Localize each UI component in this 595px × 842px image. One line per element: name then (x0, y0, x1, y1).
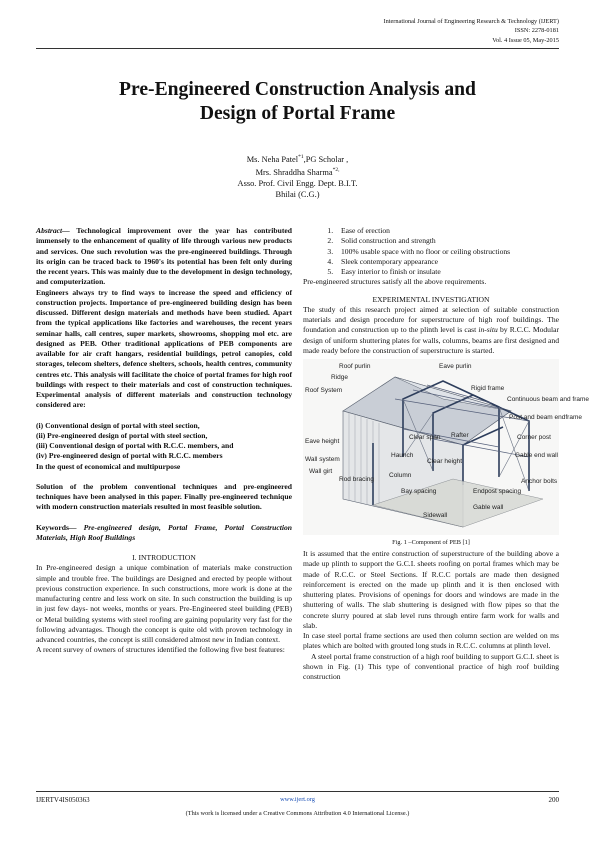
label-column: Column (389, 472, 412, 479)
label-bay-spacing: Bay spacing (401, 488, 437, 495)
body-p3: A steel portal frame construction of a high roof building to support G.C.I. sheet is shown in Fig. (1) This type of conventional practice of high roof building construction (303, 651, 559, 681)
features-summary: Pre-engineered structures satisfy all the above requirements. (303, 277, 487, 287)
footer-center (36, 796, 559, 803)
body-p2: In case steel portal frame sections are used then column section are welded on ms plates which are bolted with grouted long studs in R.C.C. columns at plinth level. (303, 631, 559, 651)
label-rod-bracing: Rod bracing (339, 476, 375, 483)
author-block (36, 152, 559, 201)
label-corner-post: Corner post (517, 434, 551, 441)
paper-title (36, 78, 559, 125)
title-line-2: Design of Portal Frame (199, 102, 396, 124)
journal-name: International Journal of Engineering Research & Technology (IJERT) (383, 18, 559, 25)
label-clear-height: Clear height (427, 458, 463, 465)
author-1-sup: *1 (298, 154, 304, 160)
author-1 (36, 152, 559, 165)
label-roof-purlin: Roof purlin (339, 363, 371, 370)
list-item: 5. Easy interior to finish or insulate (335, 267, 559, 277)
label-clear-span: Clear span (409, 434, 441, 441)
abstract-text-1: Technological improvement over the year has contributed immensely to the enhancement of quality of life through various new products and services. One such revolution was the pre-engineered buildings. Through its origin can be traced back to 1960's its potential has been felt only during the recent years. This was mainly due to the development in design technology, and computerization. (36, 226, 292, 287)
label-gable-endwall: Gable end wall (515, 452, 558, 459)
label-haunch: Haunch (391, 452, 414, 459)
label-gable-wall: Gable wall (473, 504, 504, 511)
peb-diagram (303, 359, 590, 535)
label-anchor-bolts: Anchor bolts (521, 478, 558, 485)
label-endpost-spacing: Endpost spacing (473, 488, 522, 495)
figure-caption: Fig. 1 –Component of PEB [1] (392, 539, 470, 546)
author-2-sup: *2, (332, 167, 340, 174)
experimental-italic: in-situ (478, 325, 498, 335)
author-2 (36, 165, 559, 178)
footer-rule (36, 791, 559, 792)
location: Bhilai (C.G.) (275, 190, 320, 200)
features-list (303, 226, 559, 277)
intro-p1: In Pre-engineered design a unique combination of materials make construction simple and trouble free. The buildings are Designed and erected by people without previous construction experience. In such constructions, more work is done at the manufacturing centre and less work on site. In such construction the building is up in just few days- not weeks, months or years. Pre-Engineered steel building (PEB) or Metal building systems with steel roofing are gaining popularity very fast for the following advantages. Though the concept is quite old with proven technology in advanced countries, the concept is still considered almost new in Indian context. (36, 563, 292, 644)
journal-url[interactable]: www.ijert.org (280, 796, 315, 803)
left-column (36, 226, 292, 656)
issn: ISSN: 2278-0181 (514, 27, 559, 35)
label-post-beam: Post and beam endframe (509, 414, 582, 421)
label-rafter: Rafter (451, 432, 469, 439)
author-2-name: Mrs. Shraddha Sharma (255, 167, 333, 177)
list-item: 1. Ease of erection (335, 226, 559, 236)
label-eave-purlin: Eave purlin (439, 363, 472, 370)
label-roof-system: Roof System (305, 387, 343, 394)
abstract-label: Abstract— (36, 226, 70, 235)
abstract-p3: Solution of the problem conventional techniques and pre-engineered techniques have been analysed in this paper. Finally pre-engineered technique with modern construction materials resulted in most feasible solution. (36, 481, 292, 512)
license-note: (This work is licensed under a Creative Commons Attribution 4.0 International License.) (185, 810, 410, 817)
keywords-text: Pre-engineered design, Portal Frame, Portal Construction Materials, High Roof Buildings (36, 522, 292, 542)
experimental-p1 (303, 305, 559, 356)
experimental-text: The study of this research project aimed at selection of suitable construction materials and design procedure for superstructure of high roof buildings. The foundation and construction up to the plinth level is cast (303, 304, 559, 335)
label-wall-girt: Wall girt (309, 468, 333, 475)
experimental-text-end: by R.C.C. Modular design of uniform shuttering plates for walls, columns, beams are first designed and made ready before the construction of superstructure is started. (303, 325, 559, 355)
list-item: (i) Conventional design of portal with steel section, (36, 420, 200, 430)
list-item: In the quest of economical and multipurpose (36, 461, 181, 471)
label-wall-system: Wall system (305, 456, 340, 463)
keywords-label: Keywords— (36, 522, 77, 532)
label-rigid-frame: Rigid frame (471, 385, 505, 392)
body-p1: It is assumed that the entire construction of superstructure of the building above a made up plinth to support the G.C.I. sheets roofing on portal frames which may be made of R.C.C. or Steel Sections. If R.C.C portals are made then designed reinforcement is erected on the made up plinth and it is then enclosed with shuttering plates. Provisions of openings for doors and windows are made in the shuttering of walls. The slab shuttering is designed with flow pipes so that the concrete slurry poured at slab level runs through entire farm work for walls and slab. (303, 549, 559, 630)
label-ridge: Ridge (331, 374, 348, 381)
label-continuous-beam: Continuous beam and frame (507, 396, 590, 403)
list-item: 3. 100% usable space with no floor or ceiling obstructions (335, 247, 559, 257)
abstract-p2: Engineers always try to find ways to increase the speed and efficiency of construction projects. Importance of pre-engineered building design has been discussed. Different design materials and methods have been studied. Apart from the typical applications like factories and warehouses, the recent years seminar halls, call centres, super markets, showrooms, shopping mol etc. are designed as PEB. Other traditional applications of PEB components are available for air craft hangars, residential buildings, petrol canopies, cold storages, telecom shelters, defence shelters, schools, health centres, community centres etc. This analysis will facilitate the choice of portal frames for high roof buildings with respect to their materials and cost of construction techniques. Experimental analysis of different materials and construction technology considered are: (36, 287, 292, 410)
author-1-role: ,PG Scholar , (303, 154, 349, 164)
journal-header (384, 17, 560, 45)
author-1-name: Ms. Neha Patel (246, 154, 299, 164)
volume-issue: Vol. 4 Issue 05, May-2015 (492, 36, 559, 44)
header-rule (36, 48, 559, 49)
paper-id: IJERTV4IS050363 (36, 796, 90, 804)
keywords (36, 523, 292, 544)
label-eave-height: Eave height (305, 438, 340, 445)
title-line-1: Pre-Engineered Construction Analysis and (119, 79, 476, 100)
list-item: (iii) Conventional design of portal with R.C.C. members, and (36, 441, 234, 450)
intro-heading: I. INTRODUCTION (132, 553, 196, 562)
materials-list (36, 421, 292, 472)
list-item: 2. Solid construction and strength (335, 236, 559, 246)
page-number: 200 (548, 796, 559, 804)
list-item: (iv) Pre-engineered design of portal with R.C.C. members (36, 451, 223, 461)
label-sidewall: Sidewall (423, 512, 448, 519)
affiliation: Asso. Prof. Civil Engg. Dept. B.I.T. (237, 179, 358, 189)
intro-p2: A recent survey of owners of structures identified the following five best features: (36, 645, 285, 655)
list-item: (ii) Pre-engineered design of portal with steel section, (36, 430, 208, 440)
peb-components-figure (303, 359, 590, 535)
right-column (303, 226, 590, 682)
abstract-p1 (36, 226, 292, 288)
experimental-heading: EXPERIMENTAL INVESTIGATION (372, 294, 490, 304)
list-item: 4. Sleek contemporary appearance (335, 257, 559, 267)
